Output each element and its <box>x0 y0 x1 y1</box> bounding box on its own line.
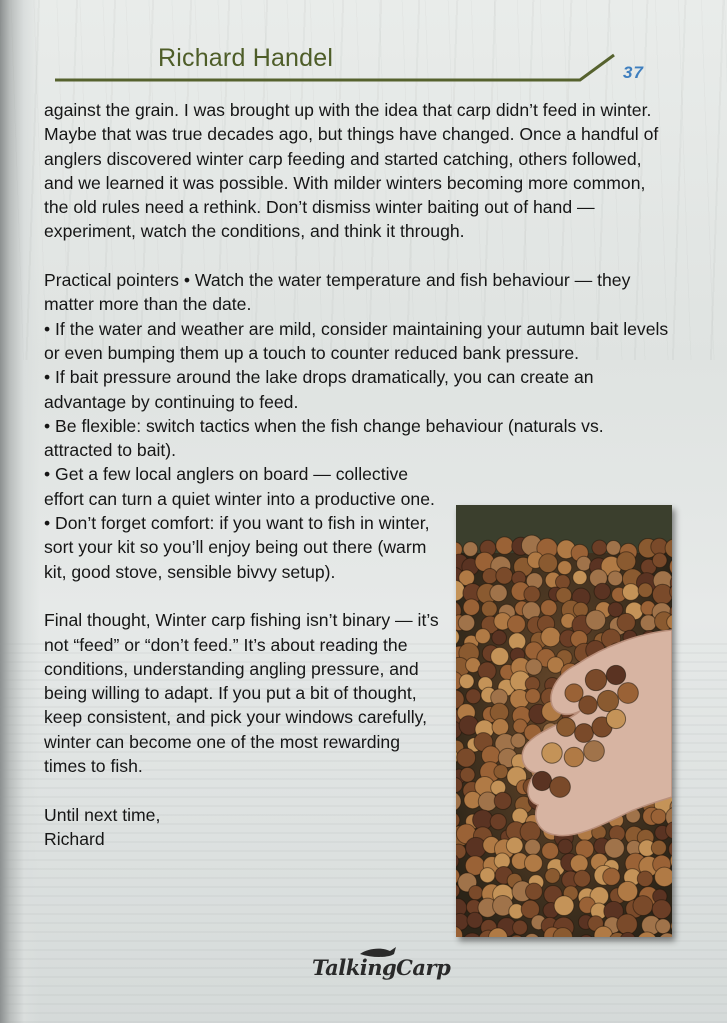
boilie <box>608 571 623 586</box>
boilie <box>539 554 558 573</box>
boilie-in-hand <box>564 747 584 767</box>
boilie-in-hand <box>597 690 618 711</box>
boilie-in-hand <box>557 718 576 737</box>
boilie <box>491 647 509 665</box>
boilie <box>554 896 574 916</box>
pointer-4: • Be flexible: switch tactics when the fish change behaviour (naturals vs. attracted to bait). <box>44 415 604 461</box>
boilie <box>573 570 587 584</box>
boilie <box>526 883 543 900</box>
boilie-in-hand <box>542 743 562 763</box>
boilie <box>577 556 592 571</box>
boilie <box>574 870 591 887</box>
boilie <box>480 868 495 883</box>
boilie <box>558 561 572 575</box>
boilie <box>541 600 557 616</box>
boilie <box>525 839 541 855</box>
logo-text: TalkingCarp <box>312 955 451 980</box>
boilie <box>492 630 507 645</box>
pointer-3: • If bait pressure around the lake drops dramatically, you can create an advantage by continuing to feed. <box>44 367 594 412</box>
boilie <box>463 599 479 615</box>
boilie <box>460 767 475 782</box>
boilie <box>482 569 497 584</box>
boilie <box>520 822 540 842</box>
boilie <box>463 542 478 557</box>
boilie-in-hand <box>585 669 606 690</box>
boilie <box>458 615 474 631</box>
pointer-2: • If the water and weather are mild, consider maintaining your autumn bait levels or even bumping them up a touch to counter reduced bank pressure. <box>44 318 669 363</box>
boilie <box>492 719 509 736</box>
boilie <box>526 689 541 704</box>
boilie <box>558 839 573 854</box>
boilie-in-hand <box>584 741 605 762</box>
boilie <box>605 838 625 858</box>
boilie <box>507 615 525 633</box>
boilie-in-hand <box>550 777 571 798</box>
boilie <box>475 629 490 644</box>
boilie <box>570 855 588 873</box>
boilie <box>640 615 656 631</box>
boilie-in-hand <box>606 709 625 728</box>
boilie <box>656 919 671 934</box>
boilie-in-hand <box>618 683 639 704</box>
boilie <box>638 583 652 597</box>
boilie <box>633 896 653 916</box>
boilie <box>651 809 666 824</box>
page-header <box>0 0 727 100</box>
boilie <box>603 868 620 885</box>
pointer-1: Practical pointers • Watch the water temperature and fish behaviour — they matter more than the date. <box>44 270 631 315</box>
boilie <box>542 842 559 859</box>
boilie <box>490 814 506 830</box>
boilie <box>606 541 621 556</box>
boilie <box>651 840 666 855</box>
boilie <box>506 837 523 854</box>
boilie <box>496 567 513 584</box>
pointer-6: • Don’t forget comfort: if you want to fish in winter, sort your kit so you’ll enjoy being out there (warm kit, good stove, sensible bivvy setup). <box>44 513 430 582</box>
boilie <box>511 733 526 748</box>
boilie <box>618 881 638 901</box>
boilie <box>526 659 542 675</box>
boilie <box>541 627 560 646</box>
page-number: 37 <box>623 63 644 82</box>
boilie <box>513 920 528 935</box>
boilie <box>490 584 507 601</box>
boilie <box>655 867 672 887</box>
boilie <box>637 871 653 887</box>
boilie <box>652 584 672 604</box>
boilies-photo <box>456 505 672 937</box>
boilie <box>592 540 607 555</box>
boilie <box>482 601 498 617</box>
final-thought-paragraph: Final thought, Winter carp fishing isn’t binary — it’s not “feed” or “don’t feed.” It’s about reading the conditions, understanding angling pressure, and being willing to adapt. If you put a bit of thought, keep consistent, and pick your windows carefully, winter can become one of the most rewarding times to fish. <box>44 610 439 777</box>
boilie <box>524 586 540 602</box>
boilie-in-hand <box>532 771 551 790</box>
intro-paragraph: against the grain. I was brought up with the idea that carp didn’t feed in winter. Maybe that was true decades ago, but things have changed. Once a handful of anglers discovered winter carp feeding and started catching, others followed, and we learned it was possible. With milder winters becoming more common, the old rules need a rethink. Don’t dismiss winter baiting out of hand — experiment, watch the conditions, and think it through. <box>44 100 659 242</box>
signoff-line-2: Richard <box>44 828 105 849</box>
boilie <box>457 748 476 767</box>
signoff-line-1: Until next time, <box>44 804 161 825</box>
talkingcarp-logo <box>312 945 451 981</box>
boilie <box>586 610 606 630</box>
boilie <box>459 674 474 689</box>
boilies-photo-image <box>456 505 672 937</box>
boilie <box>622 584 639 601</box>
header-rule <box>0 0 727 100</box>
boilie-in-hand <box>575 724 594 743</box>
author-name: Richard Handel <box>158 44 334 72</box>
boilie <box>652 553 667 568</box>
pointer-5: • Get a few local anglers on board — collective effort can turn a quiet winter into a productive one. <box>44 464 435 509</box>
boilie <box>617 552 636 571</box>
boilie-in-hand <box>606 665 625 684</box>
boilie <box>494 765 508 779</box>
boilie-in-hand <box>579 696 598 715</box>
boilie <box>494 792 511 809</box>
boilie <box>617 613 635 631</box>
boilie <box>594 583 610 599</box>
boilie <box>617 914 638 935</box>
boilie <box>496 537 513 554</box>
boilie <box>545 868 560 883</box>
boilie <box>469 885 483 899</box>
boilie <box>466 689 481 704</box>
boilie <box>524 854 542 872</box>
